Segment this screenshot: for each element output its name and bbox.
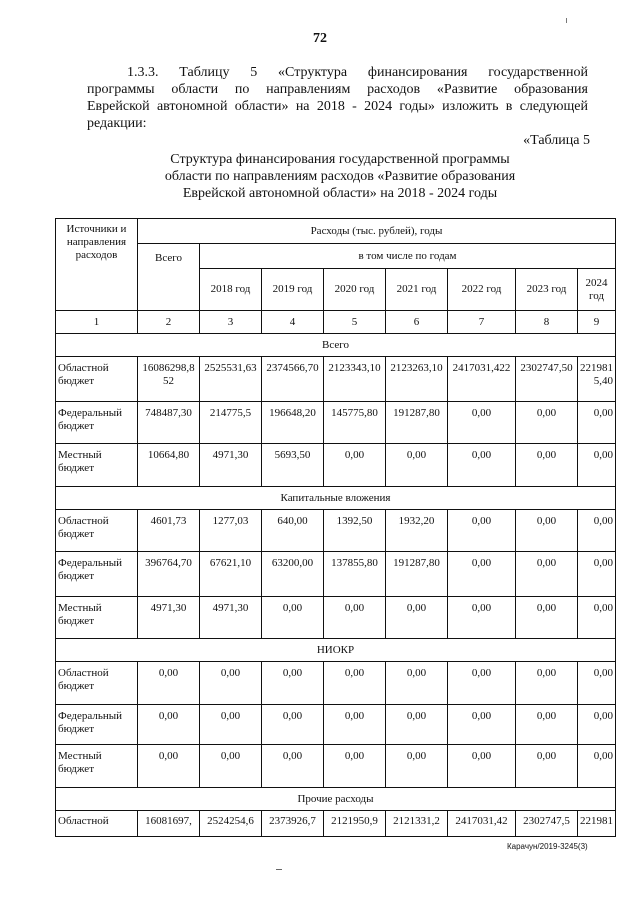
- table-title: [100, 151, 580, 202]
- row-source-name: Местный бюджет: [56, 745, 138, 788]
- header-year: 2020 год: [324, 269, 386, 311]
- table-cell: 2123343,10: [324, 357, 386, 402]
- header-year: 2021 год: [386, 269, 448, 311]
- column-number: 2: [138, 311, 200, 334]
- table-cell: 2123263,10: [386, 357, 448, 402]
- column-number: 3: [200, 311, 262, 334]
- table-cell: 0,00: [516, 705, 578, 745]
- column-number: 1: [56, 311, 138, 334]
- intro-line: редакции:: [87, 116, 147, 131]
- table-title-line: области по направлениям расходов «Развитие образования: [164, 169, 516, 184]
- table-cell: 0,00: [262, 705, 324, 745]
- intro-line: 1.3.3. Таблицу 5 «Структура финансирования государственной: [127, 65, 588, 80]
- row-source-name: Федеральный бюджет: [56, 552, 138, 597]
- table-row: [56, 745, 616, 788]
- financing-table: [55, 218, 616, 837]
- table-cell: 0,00: [386, 745, 448, 788]
- section-title: Прочие расходы: [56, 788, 616, 811]
- table-cell: 1932,20: [386, 510, 448, 552]
- table-cell: 0,00: [324, 597, 386, 639]
- table-cell: 196648,20: [262, 402, 324, 444]
- table-cell: 0,00: [386, 662, 448, 705]
- column-number: 7: [448, 311, 516, 334]
- table-cell: 145775,80: [324, 402, 386, 444]
- table-cell: 0,00: [324, 444, 386, 487]
- section-title: Всего: [56, 334, 616, 357]
- table-cell: 221981: [578, 811, 616, 837]
- section-title: НИОКР: [56, 639, 616, 662]
- table-cell: 640,00: [262, 510, 324, 552]
- header-year: 2022 год: [448, 269, 516, 311]
- table-cell: 0,00: [448, 662, 516, 705]
- table-cell: 2525531,63: [200, 357, 262, 402]
- table-cell: 1392,50: [324, 510, 386, 552]
- table-cell: 0,00: [516, 444, 578, 487]
- column-number: 6: [386, 311, 448, 334]
- table-cell: 2121950,9: [324, 811, 386, 837]
- table-cell: 2302747,50: [516, 357, 578, 402]
- page-number: 72: [313, 31, 327, 46]
- table-cell: 10664,80: [138, 444, 200, 487]
- column-number: 9: [578, 311, 616, 334]
- table-cell: 0,00: [138, 745, 200, 788]
- table-row: [56, 402, 616, 444]
- table-cell: 0,00: [448, 745, 516, 788]
- table-cell: 396764,70: [138, 552, 200, 597]
- table-cell: 0,00: [324, 745, 386, 788]
- table-cell: 2417031,422: [448, 357, 516, 402]
- table-cell: 0,00: [386, 444, 448, 487]
- scan-mark: [566, 18, 567, 23]
- table-cell: 191287,80: [386, 402, 448, 444]
- table-cell: 0,00: [138, 705, 200, 745]
- table-cell: 2524254,6: [200, 811, 262, 837]
- document-code: Карачун/2019-3245(3): [507, 842, 588, 851]
- table-cell: 63200,00: [262, 552, 324, 597]
- table-cell: 0,00: [448, 402, 516, 444]
- intro-line: Еврейской автономной области» на 2018 - 2024 годы» изложить в следующей: [87, 99, 588, 114]
- table-cell: 0,00: [516, 597, 578, 639]
- table-cell: 0,00: [578, 662, 616, 705]
- table-cell: 4971,30: [138, 597, 200, 639]
- table-cell: 0,00: [578, 510, 616, 552]
- table-row: [56, 552, 616, 597]
- table-cell: 214775,5: [200, 402, 262, 444]
- table-cell: 0,00: [448, 510, 516, 552]
- table-cell: 0,00: [516, 745, 578, 788]
- table-cell: 5693,50: [262, 444, 324, 487]
- table-cell: 0,00: [448, 552, 516, 597]
- table-title-line: Структура финансирования государственной программы: [170, 152, 510, 167]
- table-cell: 2417031,42: [448, 811, 516, 837]
- table-cell: 2373926,7: [262, 811, 324, 837]
- table-cell: 4971,30: [200, 597, 262, 639]
- table-cell: 0,00: [448, 597, 516, 639]
- table-cell: 0,00: [262, 745, 324, 788]
- intro-line: программы области по направлениям расходов «Развитие образования: [87, 82, 588, 97]
- footer-dash: [276, 869, 282, 870]
- column-number: 5: [324, 311, 386, 334]
- table-cell: 0,00: [516, 402, 578, 444]
- header-year: 2024 год: [578, 269, 616, 311]
- header-year: 2019 год: [262, 269, 324, 311]
- header-year: 2023 год: [516, 269, 578, 311]
- table-row: [56, 811, 616, 837]
- column-number: 4: [262, 311, 324, 334]
- table-cell: 137855,80: [324, 552, 386, 597]
- table-cell: 16086298,852: [138, 357, 200, 402]
- table-cell: 0,00: [262, 597, 324, 639]
- table-cell: 0,00: [262, 662, 324, 705]
- table-cell: 16081697,: [138, 811, 200, 837]
- table-cell: 0,00: [200, 662, 262, 705]
- column-number: 8: [516, 311, 578, 334]
- table-cell: 4601,73: [138, 510, 200, 552]
- table-cell: 748487,30: [138, 402, 200, 444]
- table-cell: 2374566,70: [262, 357, 324, 402]
- row-source-name: Областной бюджет: [56, 357, 138, 402]
- row-source-name: Федеральный бюджет: [56, 402, 138, 444]
- header-by-years: в том числе по годам: [200, 244, 616, 269]
- table-cell: 2121331,2: [386, 811, 448, 837]
- header-sources: Источники и направления расходов: [56, 219, 138, 311]
- row-source-name: Областной бюджет: [56, 510, 138, 552]
- header-year: 2018 год: [200, 269, 262, 311]
- table-caption: «Таблица 5: [523, 133, 590, 148]
- table-cell: 0,00: [578, 745, 616, 788]
- table-cell: 2302747,5: [516, 811, 578, 837]
- header-expenses: Расходы (тыс. рублей), годы: [138, 219, 616, 244]
- table-cell: 0,00: [138, 662, 200, 705]
- table-row: [56, 705, 616, 745]
- table-row: [56, 597, 616, 639]
- table-cell: 0,00: [448, 705, 516, 745]
- table-cell: 0,00: [386, 597, 448, 639]
- table-cell: 0,00: [578, 705, 616, 745]
- table-cell: 0,00: [448, 444, 516, 487]
- intro-paragraph: [87, 64, 588, 132]
- row-source-name: Местный бюджет: [56, 444, 138, 487]
- table-title-line: Еврейской автономной области» на 2018 - 2024 годы: [182, 186, 498, 201]
- row-source-name: Областной: [56, 811, 138, 837]
- table-cell: 0,00: [578, 597, 616, 639]
- table-cell: 0,00: [386, 705, 448, 745]
- table-cell: 2219815,40: [578, 357, 616, 402]
- table-cell: 0,00: [516, 552, 578, 597]
- table-row: [56, 510, 616, 552]
- header-total: Всего: [138, 244, 200, 311]
- table-cell: 0,00: [516, 662, 578, 705]
- table-cell: 1277,03: [200, 510, 262, 552]
- table-cell: 191287,80: [386, 552, 448, 597]
- table-cell: 0,00: [578, 552, 616, 597]
- table-row: [56, 662, 616, 705]
- table-cell: 0,00: [578, 444, 616, 487]
- table-row: [56, 444, 616, 487]
- table-cell: 0,00: [324, 705, 386, 745]
- row-source-name: Областной бюджет: [56, 662, 138, 705]
- row-source-name: Местный бюджет: [56, 597, 138, 639]
- table-row: [56, 357, 616, 402]
- table-cell: 0,00: [200, 745, 262, 788]
- table-cell: 0,00: [200, 705, 262, 745]
- section-title: Капитальные вложения: [56, 487, 616, 510]
- table-cell: 67621,10: [200, 552, 262, 597]
- table-cell: 0,00: [578, 402, 616, 444]
- table-cell: 0,00: [516, 510, 578, 552]
- table-cell: 0,00: [324, 662, 386, 705]
- row-source-name: Федеральный бюджет: [56, 705, 138, 745]
- table-cell: 4971,30: [200, 444, 262, 487]
